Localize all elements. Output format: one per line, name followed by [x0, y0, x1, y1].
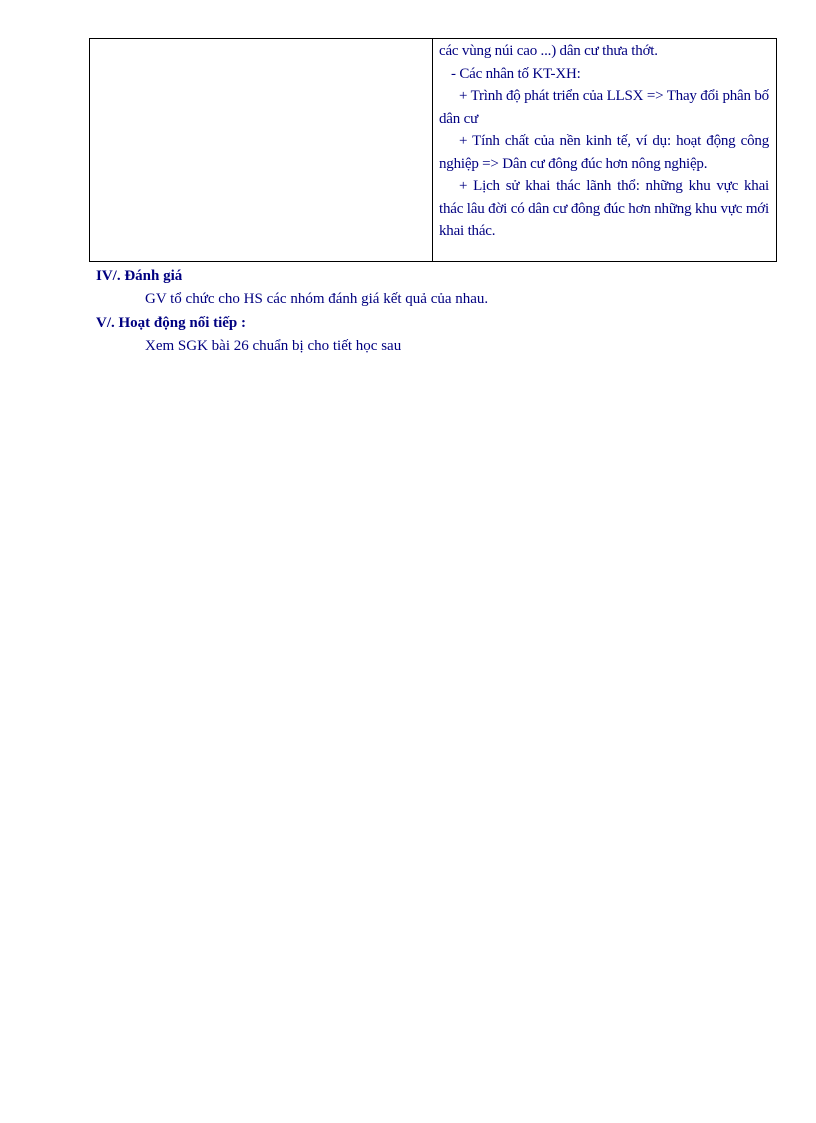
- cell-paragraph-3: + Lịch sử khai thác lãnh thổ: những khu vực khai thác lâu đời có dân cư đông đúc hơn những khu vực mới khai thác.: [439, 178, 769, 239]
- table-row: [90, 39, 777, 262]
- table-cell-left: [90, 39, 433, 262]
- cell-content: [433, 39, 776, 243]
- cell-paragraph-1: + Trình độ phát triển của LLSX => Thay đổi phân bố dân cư: [439, 88, 769, 127]
- table-cell-right: [433, 39, 777, 262]
- section-body-hoat-dong: Xem SGK bài 26 chuẩn bị cho tiết học sau: [145, 338, 402, 354]
- cell-line-1: các vùng núi cao ...) dân cư thưa thớt.: [439, 43, 658, 59]
- lesson-table: [89, 38, 777, 262]
- cell-paragraph-2: + Tính chất của nền kinh tế, ví dụ: hoạt động công nghiệp => Dân cư đông đúc hơn nông nghiệp.: [439, 133, 769, 172]
- section-heading-danh-gia: IV/. Đánh giá: [96, 268, 183, 284]
- cell-line-2: - Các nhân tố KT-XH:: [451, 65, 581, 82]
- section-heading-hoat-dong: V/. Hoạt động nối tiếp :: [96, 315, 247, 331]
- section-body-danh-gia: GV tổ chức cho HS các nhóm đánh giá kết quả của nhau.: [145, 291, 489, 307]
